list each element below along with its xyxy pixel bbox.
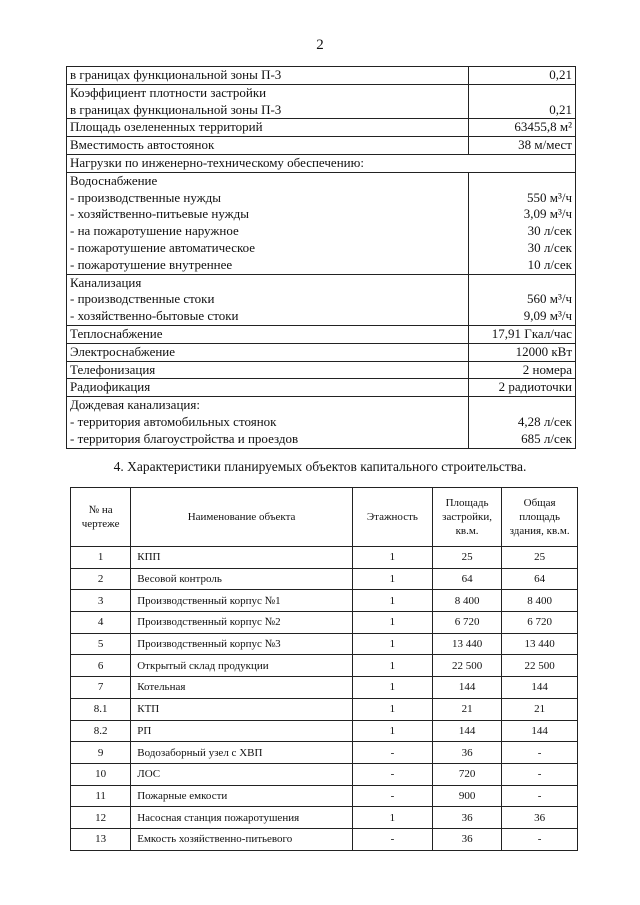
table-cell: 1 <box>352 590 432 612</box>
parameter-label <box>67 67 469 85</box>
parameter-label-line: - территория благоустройства и проездов <box>70 430 299 446</box>
parameter-label <box>67 274 469 325</box>
table-cell: 1 <box>71 547 131 569</box>
table-row <box>71 742 578 764</box>
table-cell: Емкость хозяйственно-питьевого <box>131 828 353 850</box>
table-cell: КПП <box>131 547 353 569</box>
table-cell: 11 <box>71 785 131 807</box>
table-cell: 144 <box>502 720 578 742</box>
parameter-label-line: Площадь озелененных территорий <box>70 119 263 135</box>
parameter-label-line: Канализация <box>70 274 142 290</box>
parameter-value <box>469 343 576 361</box>
table-cell: 2 <box>71 568 131 590</box>
table-cell: 1 <box>352 677 432 699</box>
table-cell: 1 <box>352 655 432 677</box>
section-4-title: 4. Характеристики планируемых объектов капитального строительства. <box>113 459 527 474</box>
parameter-row <box>67 84 576 119</box>
parameter-value <box>469 84 576 119</box>
parameter-label <box>67 343 469 361</box>
table-row <box>71 568 578 590</box>
table-cell: 1 <box>352 612 432 634</box>
parameter-label-line: Водоснабжение <box>70 172 158 188</box>
parameter-value-line <box>472 275 572 292</box>
table-cell: 36 <box>432 742 501 764</box>
parameter-label <box>67 379 469 397</box>
table-cell: 36 <box>432 828 501 850</box>
parameter-value-line: 12000 кВт <box>515 343 572 359</box>
table-cell: Производственный корпус №3 <box>131 633 353 655</box>
table-row <box>71 677 578 699</box>
table-cell: 6 <box>71 655 131 677</box>
table-cell: Пожарные емкости <box>131 785 353 807</box>
parameter-value-line: 30 л/сек <box>527 223 572 239</box>
table-cell: 8.2 <box>71 720 131 742</box>
table-cell: Производственный корпус №1 <box>131 590 353 612</box>
objects-table-header <box>71 488 578 547</box>
table-cell: Насосная станция пожаротушения <box>131 807 353 829</box>
table-cell: 13 440 <box>502 633 578 655</box>
table-cell: 8 400 <box>432 590 501 612</box>
page-number: 2 <box>316 37 324 53</box>
table-cell: - <box>352 828 432 850</box>
table-cell: Производственный корпус №2 <box>131 612 353 634</box>
table-cell: 8.1 <box>71 698 131 720</box>
table-cell: Котельная <box>131 677 353 699</box>
parameter-value-line: 4,28 л/сек <box>517 413 572 429</box>
table-cell: ЛОС <box>131 763 353 785</box>
table-cell: 7 <box>71 677 131 699</box>
parameter-label-line: - пожаротушение автоматическое <box>70 239 256 255</box>
table-row <box>71 828 578 850</box>
parameter-value <box>469 379 576 397</box>
parameter-value-line: 3,09 м³/ч <box>523 206 572 222</box>
parameter-row <box>67 119 576 137</box>
table-cell: КТП <box>131 698 353 720</box>
parameter-label <box>67 325 469 343</box>
table-cell: 1 <box>352 720 432 742</box>
table-cell: 22 500 <box>502 655 578 677</box>
parameter-label-line: - хозяйственно-бытовые стоки <box>70 308 239 324</box>
table-cell: 6 720 <box>432 612 501 634</box>
parameter-value <box>469 325 576 343</box>
parameter-label-line: Коэффициент плотности застройки <box>70 84 267 100</box>
column-header: Этажность <box>352 488 432 547</box>
parameter-value-line: 9,09 м³/ч <box>523 308 572 324</box>
parameter-label-line: - хозяйственно-питьевые нужды <box>70 206 249 222</box>
parameter-label <box>67 119 469 137</box>
parameter-row <box>67 343 576 361</box>
parameter-value-line <box>472 397 572 414</box>
table-row <box>71 698 578 720</box>
table-cell: 1 <box>352 547 432 569</box>
parameter-value-line: 550 м³/ч <box>526 189 572 205</box>
parameter-row <box>67 274 576 325</box>
table-row <box>71 655 578 677</box>
parameter-value-line: 17,91 Гкал/час <box>491 325 572 341</box>
table-cell: 1 <box>352 807 432 829</box>
table-cell: 25 <box>502 547 578 569</box>
table-cell: 144 <box>432 677 501 699</box>
table-row <box>71 785 578 807</box>
table-cell: 64 <box>502 568 578 590</box>
table-cell: 144 <box>502 677 578 699</box>
table-cell: Открытый склад продукции <box>131 655 353 677</box>
parameter-row <box>67 379 576 397</box>
parameter-label-line: Дождевая канализация: <box>70 397 200 413</box>
parameter-label-line: Радиофикация <box>70 379 151 395</box>
parameter-value-line: 560 м³/ч <box>526 291 572 307</box>
table-cell: 22 500 <box>432 655 501 677</box>
table-cell: РП <box>131 720 353 742</box>
parameter-label-line: Теплоснабжение <box>70 325 163 341</box>
parameter-label-line: в границах функциональной зоны П-3 <box>70 101 282 117</box>
table-cell: 900 <box>432 785 501 807</box>
parameter-label <box>67 137 469 155</box>
table-cell: - <box>352 742 432 764</box>
parameter-value-line: 30 л/сек <box>527 239 572 255</box>
table-row <box>71 612 578 634</box>
table-cell: 21 <box>502 698 578 720</box>
table-cell: 144 <box>432 720 501 742</box>
column-header: Общая площадь здания, кв.м. <box>502 488 578 547</box>
table-cell: - <box>352 763 432 785</box>
parameter-value-line: 10 л/сек <box>527 256 572 272</box>
parameter-value <box>469 119 576 137</box>
parameter-value <box>469 172 576 274</box>
parameter-label-line: - пожаротушение внутреннее <box>70 256 233 272</box>
table-cell: 5 <box>71 633 131 655</box>
parameter-row <box>67 361 576 379</box>
parameter-value-line: 0,21 <box>549 101 572 117</box>
column-header: Наименование объекта <box>131 488 353 547</box>
parameter-value-line: 0,21 <box>549 67 572 82</box>
table-cell: 36 <box>432 807 501 829</box>
objects-table <box>70 487 578 851</box>
table-row <box>71 547 578 569</box>
table-cell: 720 <box>432 763 501 785</box>
parameter-value-line <box>472 173 572 190</box>
parameter-value <box>469 137 576 155</box>
table-row <box>71 633 578 655</box>
table-row <box>71 807 578 829</box>
table-cell: Водозаборный узел с ХВП <box>131 742 353 764</box>
table-cell: 4 <box>71 612 131 634</box>
column-header: Площадь застройки, кв.м. <box>432 488 501 547</box>
parameter-value <box>469 397 576 448</box>
table-cell: - <box>502 763 578 785</box>
parameter-label <box>67 172 469 274</box>
parameters-table <box>66 66 576 449</box>
table-cell: 1 <box>352 568 432 590</box>
parameter-value <box>469 67 576 85</box>
parameter-value-line: 685 л/сек <box>521 430 572 446</box>
table-row <box>71 590 578 612</box>
parameter-label-line: Вместимость автостоянок <box>70 137 215 153</box>
table-cell: - <box>502 828 578 850</box>
table-cell: 3 <box>71 590 131 612</box>
parameter-label-line: - на пожаротушение наружное <box>70 223 239 239</box>
parameter-value-line: 2 радиоточки <box>498 379 572 395</box>
parameter-value <box>469 274 576 325</box>
parameter-label <box>67 361 469 379</box>
table-row <box>71 763 578 785</box>
parameter-label <box>67 397 469 448</box>
table-cell: - <box>352 785 432 807</box>
parameter-row <box>67 172 576 274</box>
table-cell: 36 <box>502 807 578 829</box>
parameter-label-line: - производственные стоки <box>70 291 215 307</box>
table-cell: 6 720 <box>502 612 578 634</box>
table-cell: 8 400 <box>502 590 578 612</box>
parameter-row <box>67 325 576 343</box>
table-cell: 25 <box>432 547 501 569</box>
table-cell: 12 <box>71 807 131 829</box>
parameter-value <box>469 361 576 379</box>
parameter-value-line: 2 номера <box>522 361 572 377</box>
table-cell: - <box>502 742 578 764</box>
table-cell: Весовой контроль <box>131 568 353 590</box>
column-header: № на чертеже <box>71 488 131 547</box>
table-cell: - <box>502 785 578 807</box>
parameter-row <box>67 397 576 448</box>
parameter-label-line: - территория автомобильных стоянок <box>70 413 277 429</box>
parameter-label <box>67 154 576 172</box>
parameter-label-line: в границах функциональной зоны П-3 <box>70 67 282 82</box>
parameter-row <box>67 137 576 155</box>
table-cell: 64 <box>432 568 501 590</box>
parameter-label-line: Нагрузки по инженерно-техническому обеспечению: <box>70 154 364 170</box>
parameter-label-line: - производственные нужды <box>70 189 221 205</box>
parameter-row <box>67 67 576 85</box>
parameter-value-line: 63455,8 м² <box>514 119 572 135</box>
table-cell: 9 <box>71 742 131 764</box>
table-cell: 21 <box>432 698 501 720</box>
parameter-value-line <box>472 85 572 102</box>
parameter-label <box>67 84 469 119</box>
table-cell: 1 <box>352 633 432 655</box>
table-row <box>71 720 578 742</box>
parameter-label-line: Электроснабжение <box>70 343 176 359</box>
parameter-value-line: 38 м/мест <box>518 137 572 153</box>
parameter-row <box>67 154 576 172</box>
table-cell: 13 440 <box>432 633 501 655</box>
table-cell: 13 <box>71 828 131 850</box>
table-cell: 10 <box>71 763 131 785</box>
parameter-label-line: Телефонизация <box>70 361 156 377</box>
table-cell: 1 <box>352 698 432 720</box>
